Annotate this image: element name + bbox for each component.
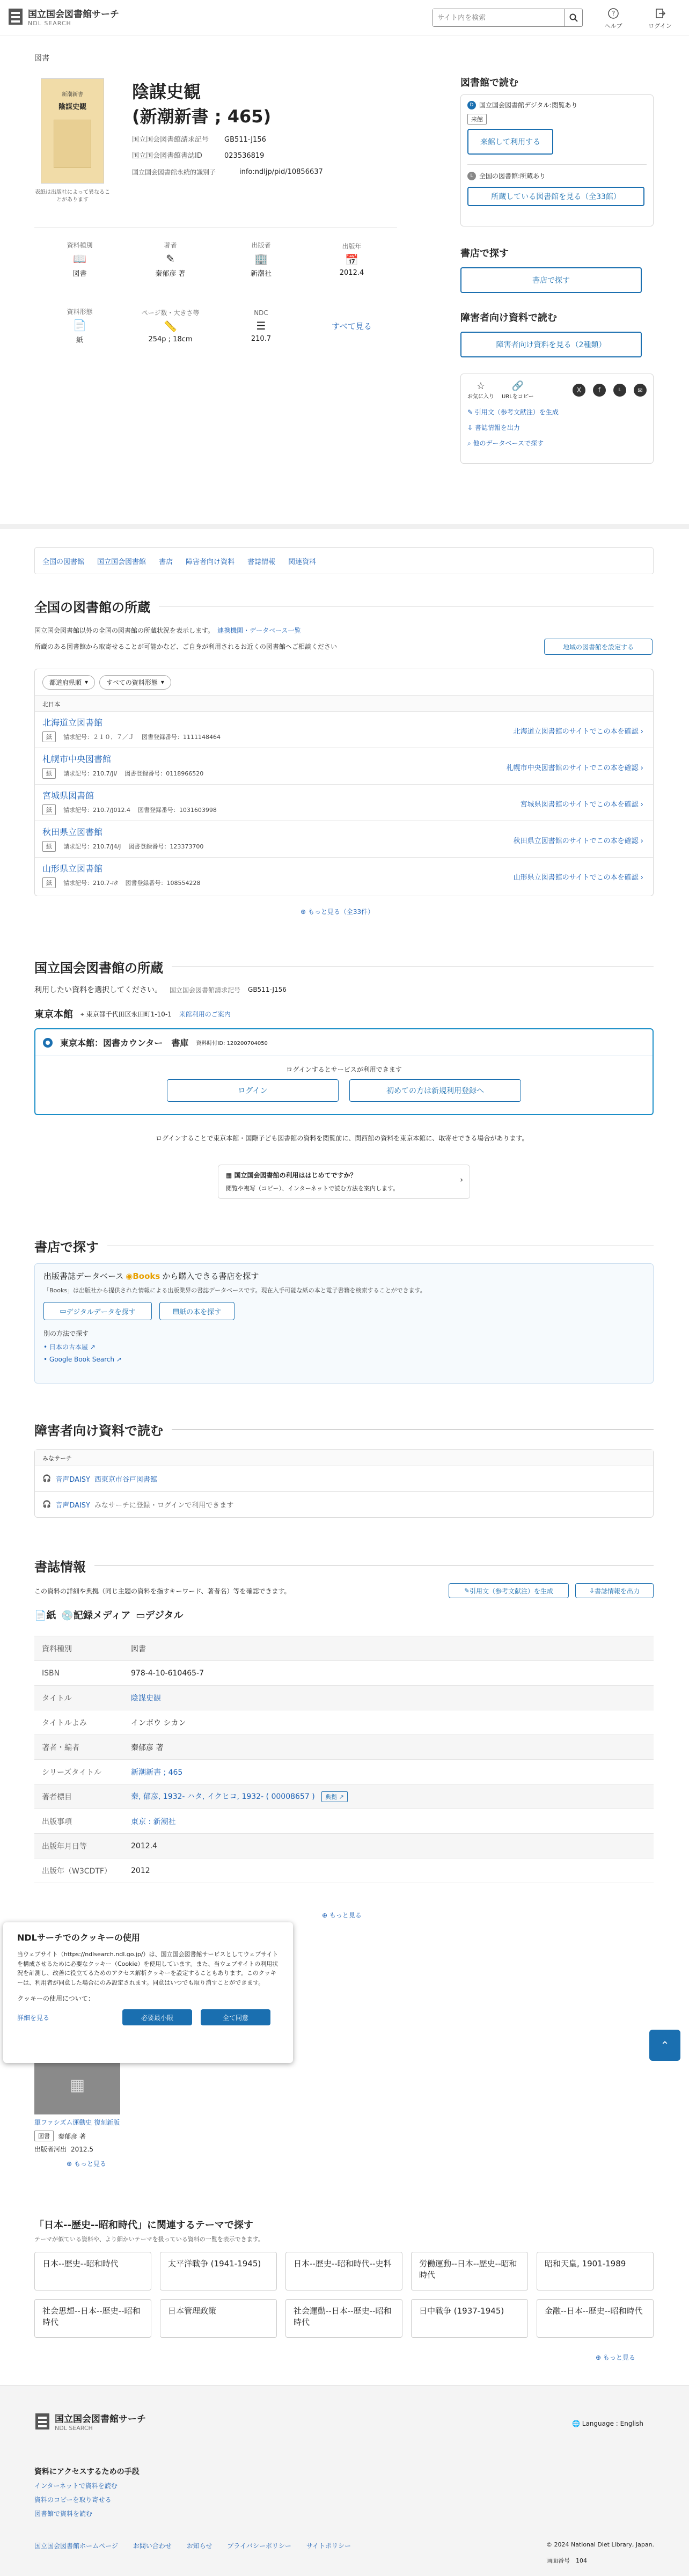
bib-key: ISBN <box>42 1668 60 1678</box>
bib-title: 書誌情報 <box>34 1556 654 1575</box>
bib-row <box>34 1686 654 1710</box>
side-panel <box>460 75 654 464</box>
bib-key: 出版事項 <box>42 1817 72 1826</box>
footer-links <box>34 2541 351 2550</box>
dis-box: みなサーチ 🎧 音声DAISY 西東京市谷戸図書館 🎧 音声DAISY みなサーチに登録・ログインで利用できます <box>34 1449 654 1518</box>
ndl-note: ログインすることで東京本館・国際子ども図書館の資料を閲覧前に、関西館の資料を東京本館に、取寄せできる場合があります。 <box>156 1135 529 1142</box>
bib-value[interactable]: 新潮新書 ; 465 <box>131 1768 183 1777</box>
bib-key: タイトル <box>42 1694 72 1703</box>
dis-item-1[interactable]: 音声DAISY <box>55 1476 90 1484</box>
search-button[interactable] <box>564 9 582 26</box>
libs-title: 全国の図書館の所蔵 <box>34 597 654 616</box>
library-site-link[interactable]: 山形県立図書館のサイトでこの本を確認 › <box>513 874 643 882</box>
facet-author: 著者 ✎ 秦郁彦 著 <box>155 241 186 278</box>
bib-value: 2012.4 <box>131 1841 157 1850</box>
dis-item-2[interactable]: 音声DAISY <box>55 1502 90 1510</box>
themes-more-link[interactable]: ⊕ もっと見る <box>596 2354 635 2361</box>
facet-form: 資料形態 📄 紙 <box>67 308 93 345</box>
facets-row-2 <box>34 307 397 345</box>
svg-text:?: ? <box>611 10 615 17</box>
theme-card[interactable]: 日中戦争 (1937-1945) <box>411 2299 528 2338</box>
chevron-right-icon: › <box>460 1176 463 1184</box>
help-link[interactable]: ? ヘルプ <box>600 8 627 30</box>
calendar-icon: 📅 <box>345 253 358 266</box>
bib-row <box>34 1858 654 1883</box>
facet-ndc: NDC ☰ 210.7 <box>251 309 272 343</box>
register-button[interactable]: 初めての方は新規利用登録へ <box>349 1079 521 1102</box>
logo-sub: NDL SEARCH <box>28 20 71 27</box>
cookie-accept-all-button[interactable]: 全て同意 <box>201 2009 270 2025</box>
cookie-banner: NDLサーチでのクッキーの使用 当ウェブサイト（https://ndlsearch.ndl.go.jp/）は、国立国会図書館サービスとしてウェブサイトを構成させるために必要なクッキー（Cookie）を使用しています。また、当ウェブサイトの利用状況を計測し、改善に役立てるためのアクセス解析クッキーを設定することもあります。このクッキーは、利用者が同意した場合にのみ設定されます。同意はいつでも取り消すことができます。 クッキーの使用について： 詳細を見る 必要最小限 全て同意 <box>3 1922 293 2063</box>
mail-share-icon[interactable]: ✉ <box>634 384 647 397</box>
library-row: 北海道立図書館 紙 請求記号：２１０．７／Ｊ 図書登録番号：1111148464 北海道立図書館のサイトでこの本を確認 › <box>35 711 653 748</box>
related-book-card[interactable]: ▦ 軍ファシズム運動史 復刻新版 図書 秦郁彦 著 出版者河出 2012.5 ⊕ もっと見る <box>34 2055 142 2168</box>
digi-box: D 国立国会図書館デジタル:閲覧あり 来館 来館して利用する L 全国の図書館:所蔵あり 所蔵している図書館を見る（全33館） <box>460 94 654 226</box>
store-title: 書店で探す <box>460 248 509 259</box>
header <box>0 0 689 35</box>
theme-card[interactable]: 太平洋戦争 (1941-1945) <box>160 2252 277 2290</box>
library-site-link[interactable]: 秋田県立図書館のサイトでこの本を確認 › <box>513 837 643 845</box>
counter-radio[interactable] <box>43 1038 53 1048</box>
footer-logo[interactable]: 国立国会図書館サーチ NDL SEARCH <box>34 2411 146 2432</box>
library-name[interactable]: 山形県立図書館 <box>42 863 103 874</box>
ndl-logo-icon <box>8 8 24 26</box>
theme-card[interactable]: 社会運動--日本--歴史--昭和時代 <box>285 2299 402 2338</box>
site-logo[interactable] <box>8 6 119 27</box>
bib-value: インボウ シカン <box>131 1718 186 1728</box>
first-time-card[interactable]: ▦ 国立国会図書館の利用ははじめてですか？ 閲覧や複写（コピー）、インターネットで読む方法を案内します。 › <box>218 1165 470 1199</box>
share-box <box>460 374 654 464</box>
login-button[interactable]: ログイン <box>167 1079 339 1102</box>
bib-value[interactable]: 陰謀史観 <box>131 1694 161 1703</box>
visit-button[interactable]: 来館して利用する <box>467 129 553 155</box>
type-select[interactable]: すべての資料形態 ▾ <box>99 675 171 690</box>
library-name[interactable]: 秋田県立図書館 <box>42 827 103 837</box>
bib-key: タイトルよみ <box>42 1718 87 1728</box>
facet-year: 出版年 📅 2012.4 <box>339 243 364 277</box>
related-cover: ▦ <box>34 2055 120 2114</box>
facebook-share-icon[interactable]: f <box>593 384 606 397</box>
language-switch[interactable]: 🌐 Language : English <box>572 2420 643 2427</box>
ndl-logo-icon <box>34 2412 50 2431</box>
theme-card[interactable]: 日本管理政策 <box>160 2299 277 2338</box>
bib-row <box>34 1735 654 1760</box>
facet-publisher: 出版者 🏢 新潮社 <box>250 241 272 278</box>
bib-tabs <box>34 1608 183 1622</box>
kosho-link[interactable]: • 日本の古本屋 ↗ <box>43 1343 96 1351</box>
bib-row <box>34 1809 654 1834</box>
bib-row <box>34 1636 654 1661</box>
bib-key: 著者・編者 <box>42 1743 79 1752</box>
star-icon: ☆ <box>476 380 486 392</box>
library-icon: L <box>467 172 476 180</box>
library-site-link[interactable]: 北海道立図書館のサイトでこの本を確認 › <box>513 728 643 736</box>
region-header: 北日本 <box>35 695 653 711</box>
cookie-minimal-button[interactable]: 必要最小限 <box>122 2009 192 2025</box>
store-button[interactable]: 書店で探す <box>460 267 642 293</box>
digital-search-button[interactable]: ▭ デジタルデータを探す <box>43 1302 152 1320</box>
other-db-link[interactable]: ⌕ 他のデータベースで探す <box>467 440 544 447</box>
library-name[interactable]: 北海道立図書館 <box>42 718 103 728</box>
library-site-link[interactable]: 宮城県図書館のサイトでこの本を確認 › <box>520 801 643 809</box>
audio-icon: 🎧 <box>42 1475 52 1483</box>
book-icon: 📖 <box>73 252 86 265</box>
facet-pages: ページ数・大きさ等 📏 254p ; 18cm <box>141 309 200 343</box>
bib-key: 著者標目 <box>42 1792 72 1802</box>
bib-row <box>34 1661 654 1686</box>
footer: 国立国会図書館サーチ NDL SEARCH 🌐 Language : English 資料にアクセスするための手段 インターネットで資料を読む 資料のコピーを取り寄せる 図書館で資料を読む 国立国会図書館ホームページ お問い合わせ お知らせ プライバシーポリシー サイトポリシー © 2024 National Diet Library, Japan. 画面番号 104 <box>0 2385 689 2576</box>
footer-link-ndl[interactable]: 国立国会図書館ホームページ <box>34 2542 118 2550</box>
cover-art <box>54 120 91 168</box>
set-region-button[interactable]: 地域の図書館を設定する <box>544 639 653 655</box>
paper-icon: 📄 <box>73 319 86 332</box>
authority-link[interactable]: 典拠 ↗ <box>321 1791 348 1802</box>
tab-digital[interactable]: ▭デジタル <box>136 1610 184 1621</box>
library-name[interactable]: 札幌市中央図書館 <box>42 754 112 764</box>
theme-card[interactable]: 昭和天皇, 1901-1989 <box>537 2252 654 2290</box>
partners-link[interactable]: 連携機関・データベース一覧 <box>217 627 301 634</box>
footer-link-site[interactable]: サイトポリシー <box>306 2542 351 2550</box>
x-share-icon[interactable]: X <box>573 384 585 397</box>
info-icon: ▦ <box>226 1172 232 1179</box>
bib-value[interactable]: 東京 : 新潮社 <box>131 1817 176 1826</box>
themes-title: 「日本--歴史--昭和時代」に関連するテーマで探す <box>34 2220 253 2231</box>
dis-title: 障害者向け資料で読む <box>460 312 557 324</box>
read-title: 図書館で読む <box>460 77 518 89</box>
footer-link-privacy[interactable]: プライバシーポリシー <box>227 2542 291 2550</box>
tab-store[interactable]: 書店 <box>159 558 173 566</box>
cookie-detail-link[interactable]: 詳細を見る <box>17 2014 50 2022</box>
library-row: 札幌市中央図書館 紙 請求記号：210.7/Ji/ 図書登録番号：0118966520 札幌市中央図書館のサイトでこの本を確認 › <box>35 748 653 784</box>
sort-select[interactable]: 都道府県順 ▾ <box>42 675 95 690</box>
dis-button[interactable]: 障害者向け資料を見る（2種類） <box>460 332 642 357</box>
dis-title-main: 障害者向け資料で読む <box>34 1420 654 1439</box>
ndl-title: 国立国会図書館の所蔵 <box>34 957 654 976</box>
libs-table <box>34 669 654 896</box>
ruler-icon: 📏 <box>164 320 177 333</box>
bib-row <box>34 1834 654 1858</box>
libs-desc2: 所蔵のある図書館から取寄せることが可能かなど、ご自身が利用されるお近くの図書館へご相談ください <box>34 643 338 650</box>
ndl-desc: 利用したい資料を選択してください。 国立国会図書館請求記号 GB511-J156 <box>34 986 287 994</box>
bib-key: 出版年月日等 <box>42 1842 87 1851</box>
paper-tag: 紙 <box>42 804 56 815</box>
bib-key: シリーズタイトル <box>42 1768 102 1777</box>
page-tabs <box>34 547 654 574</box>
bib-value: 2012 <box>131 1866 150 1875</box>
theme-card[interactable]: 日本--歴史--昭和時代 <box>34 2252 151 2290</box>
paper-search-button[interactable]: ▤ 紙の本を探す <box>159 1302 234 1320</box>
audio-icon: 🎧 <box>42 1501 52 1509</box>
cover-title: 陰謀史観 <box>58 103 86 111</box>
store-title-main: 書店で探す <box>34 1236 654 1255</box>
search-icon <box>569 13 578 22</box>
library-site-link[interactable]: 札幌市中央図書館のサイトでこの本を確認 › <box>506 764 643 772</box>
ndl-location: 東京本館 ⌖ 東京都千代田区永田町1-10-1 来館利用のご案内 <box>34 1009 231 1020</box>
theme-card[interactable]: 社会思想--日本--歴史--昭和時代 <box>34 2299 151 2338</box>
footer-link-copy[interactable]: 資料のコピーを取り寄せる <box>34 2496 112 2504</box>
bib-export-button[interactable]: ⇩ 書誌情報を出力 <box>575 1583 654 1598</box>
login-icon <box>654 8 666 19</box>
footer-link-contact[interactable]: お問い合わせ <box>133 2542 172 2550</box>
favorite-button[interactable]: ☆ お気に入り <box>467 380 494 400</box>
footer-link-online[interactable]: インターネットで資料を読む <box>34 2482 118 2490</box>
library-name[interactable]: 宮城県図書館 <box>42 791 94 801</box>
library-row: 秋田県立図書館 紙 請求記号：210.7/J4/J 図書登録番号：123373700 秋田県立図書館のサイトでこの本を確認 › <box>35 821 653 857</box>
tab-related[interactable]: 関連資料 <box>288 558 317 566</box>
pen-icon: ✎ <box>166 252 175 265</box>
help-icon <box>607 8 619 19</box>
login-link[interactable]: ログイン <box>644 8 676 30</box>
paper-tag: 紙 <box>42 841 56 852</box>
lib-list <box>35 711 653 894</box>
search-box <box>433 9 583 27</box>
theme-card[interactable]: 金融--日本--歴史--昭和時代 <box>537 2299 654 2338</box>
scroll-top-button[interactable]: ⌃ <box>649 2030 680 2061</box>
theme-card[interactable]: 労働運動--日本--歴史--昭和時代 <box>411 2252 528 2290</box>
bib-row <box>34 1710 654 1735</box>
tab-bib[interactable]: 書誌情報 <box>247 558 276 566</box>
paper-tag: 紙 <box>42 877 56 888</box>
export-link[interactable]: ⇩ 書誌情報を出力 <box>467 424 520 431</box>
bib-row <box>34 1784 654 1809</box>
themes-grid <box>34 2252 654 2338</box>
bib-key: 出版年（W3CDTF） <box>42 1867 112 1876</box>
bib-key: 資料種別 <box>42 1644 72 1653</box>
building-icon: 🏢 <box>254 252 268 265</box>
copy-url-button[interactable]: 🔗 URLをコピー <box>502 380 534 400</box>
libs-more-link[interactable]: ⊕ もっと見る（全33件） <box>300 908 375 916</box>
google-books-link[interactable]: • Google Book Search ↗ <box>43 1356 122 1363</box>
footer-link-news[interactable]: お知らせ <box>186 2542 212 2550</box>
tab-libraries[interactable]: 全国の図書館 <box>42 558 85 566</box>
tab-ndl[interactable]: 国立国会図書館 <box>97 558 146 566</box>
line-share-icon[interactable]: L <box>613 384 626 397</box>
visit-guide-link[interactable]: 来館利用のご案内 <box>179 1010 231 1018</box>
book-ids: 国立国会図書館請求記号 GB511-J156 国立国会図書館書誌ID 023536819 国立国会図書館永続的識別子 info:ndljp/pid/10856637 <box>132 136 323 176</box>
book-title: 陰謀史観 <box>132 82 201 102</box>
library-row: 山形県立図書館 紙 請求記号：210.7-ﾊﾀ 図書登録番号：108554228 山形県立図書館のサイトでこの本を確認 › <box>35 857 653 894</box>
paper-tag: 紙 <box>42 731 56 742</box>
bib-desc: この資料の詳細や典拠（同じ主題の資料を指すキーワード、著者名）等を確認できます。 <box>34 1587 291 1595</box>
theme-card[interactable]: 日本--歴史--昭和時代--史料 <box>285 2252 402 2290</box>
bib-value: 図書 <box>131 1644 146 1653</box>
section-band <box>0 524 689 529</box>
book-cover <box>41 78 104 184</box>
bib-value: 秦郁彦 著 <box>131 1743 164 1752</box>
facets-row-1 <box>34 240 397 278</box>
bib-more-link[interactable]: ⊕ もっと見る <box>322 1912 362 1919</box>
cite-link[interactable]: ✎ 引用文（参考文献注）を生成 <box>467 408 559 416</box>
footer-link-library[interactable]: 図書館で資料を読む <box>34 2510 93 2518</box>
related-more[interactable]: ⊕ もっと見る <box>67 2160 106 2168</box>
bib-value[interactable]: 秦, 郁彦, 1932- ハタ, イクヒコ, 1932- ( 00008657 ) 典拠 ↗ <box>131 1791 654 1802</box>
library-row: 宮城県図書館 紙 請求記号：210.7/J012.4 図書登録番号：1031603998 宮城県図書館のサイトでこの本を確認 › <box>35 784 653 821</box>
bib-cite-button[interactable]: ✎ 引用文（参考文献注）を生成 <box>449 1583 569 1598</box>
paper-tag: 紙 <box>42 768 56 779</box>
search-input[interactable] <box>433 9 564 26</box>
book-subtitle: (新潮新書 ; 465) <box>132 106 272 127</box>
breadcrumb: 図書 <box>34 54 49 63</box>
bib-row <box>34 1760 654 1784</box>
link-icon: 🔗 <box>511 380 524 392</box>
tab-media[interactable]: 💿記録メディア <box>61 1610 131 1621</box>
logo-title: 国立国会図書館サーチ <box>28 9 119 20</box>
cover-caption: 表紙は出版社によって異なることがあります <box>35 189 110 203</box>
see-all-link[interactable]: すべて見る <box>332 321 372 331</box>
digital-icon: D <box>467 101 476 109</box>
themes-desc: テーマが似ている資料や、より細かいテーマを扱っている資料の一覧を表示できます。 <box>34 2236 264 2243</box>
facet-type: 資料種別 📖 図書 <box>67 241 93 278</box>
libs-desc: 国立国会図書館以外の全国の図書館の所蔵状況を表示します。 連携機関・データベース一覧 <box>34 627 301 634</box>
bib-table <box>34 1636 654 1883</box>
list-icon: ☰ <box>256 319 266 332</box>
books-logo: ◉Books <box>126 1271 160 1281</box>
cover-series: 新潮新書 <box>62 92 83 98</box>
tab-paper[interactable]: 📄紙 <box>34 1610 56 1621</box>
ndl-counter-box: 東京本館：図書カウンター 書庫 資料時付ID: 120200704050 ログインするとサービスが利用できます ログイン 初めての方は新規利用登録へ <box>34 1028 654 1115</box>
bib-value: 978-4-10-610465-7 <box>131 1668 204 1678</box>
tab-disability[interactable]: 障害者向け資料 <box>186 558 235 566</box>
store-box: 出版書誌データベース ◉Books から購入できる書店を探す 「Books」は出版社から提供された情報による出版業界の書誌データベースです。現在入手可能な紙の本と電子書籍を検索することができます。 ▭ デジタルデータを探す ▤ 紙の本を探す 別の方法で探す • 日本の古本屋 ↗ • Google Book Search ↗ <box>34 1263 654 1384</box>
holding-libraries-button[interactable]: 所蔵している図書館を見る（全33館） <box>467 187 644 206</box>
